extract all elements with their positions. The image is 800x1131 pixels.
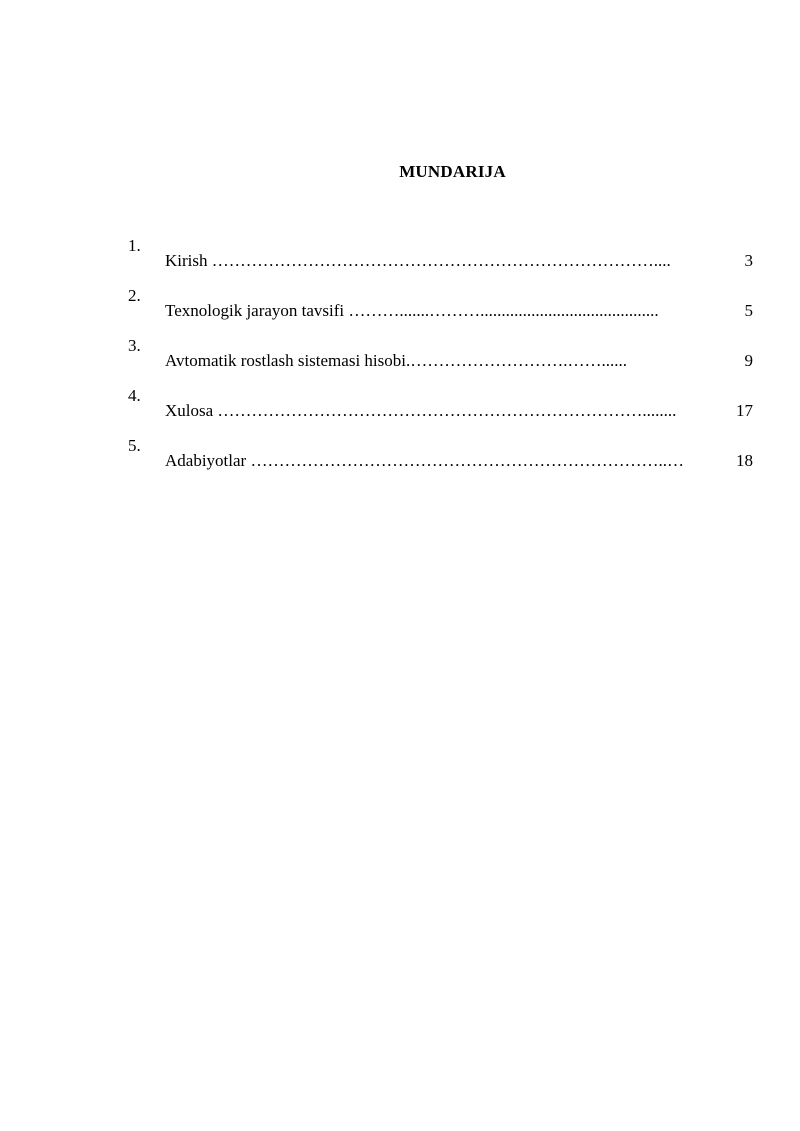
page-title: MUNDARIJA bbox=[399, 162, 506, 181]
toc-entry-label: Texnologik jarayon tavsifi ……….......……….......................................... bbox=[165, 301, 659, 320]
table-of-contents bbox=[128, 236, 758, 486]
toc-entry-number: 2. bbox=[128, 286, 141, 305]
toc-entry-page: 17 bbox=[736, 401, 753, 420]
toc-entry bbox=[128, 436, 758, 486]
toc-entry bbox=[128, 386, 758, 436]
toc-entry-page: 5 bbox=[744, 301, 753, 320]
toc-entry-label: Kirish …………………………………………………………………….... bbox=[165, 251, 671, 270]
toc-entry bbox=[128, 236, 758, 286]
toc-entry-number: 3. bbox=[128, 336, 141, 355]
toc-entry-label: Xulosa …………………………………………………………………........ bbox=[165, 401, 677, 420]
toc-entry-label: Adabiyotlar ………………………………………………………………..… bbox=[165, 451, 684, 470]
toc-entry-label: Avtomatik rostlash sistemasi hisobi.……………………….……...... bbox=[165, 351, 627, 370]
toc-entry-page: 9 bbox=[744, 351, 753, 370]
toc-entry-number: 4. bbox=[128, 386, 141, 405]
toc-entry bbox=[128, 286, 758, 336]
toc-entry-page: 3 bbox=[744, 251, 753, 270]
toc-entry-number: 1. bbox=[128, 236, 141, 255]
toc-entry-page: 18 bbox=[736, 451, 753, 470]
toc-entry bbox=[128, 336, 758, 386]
toc-entry-number: 5. bbox=[128, 436, 141, 455]
